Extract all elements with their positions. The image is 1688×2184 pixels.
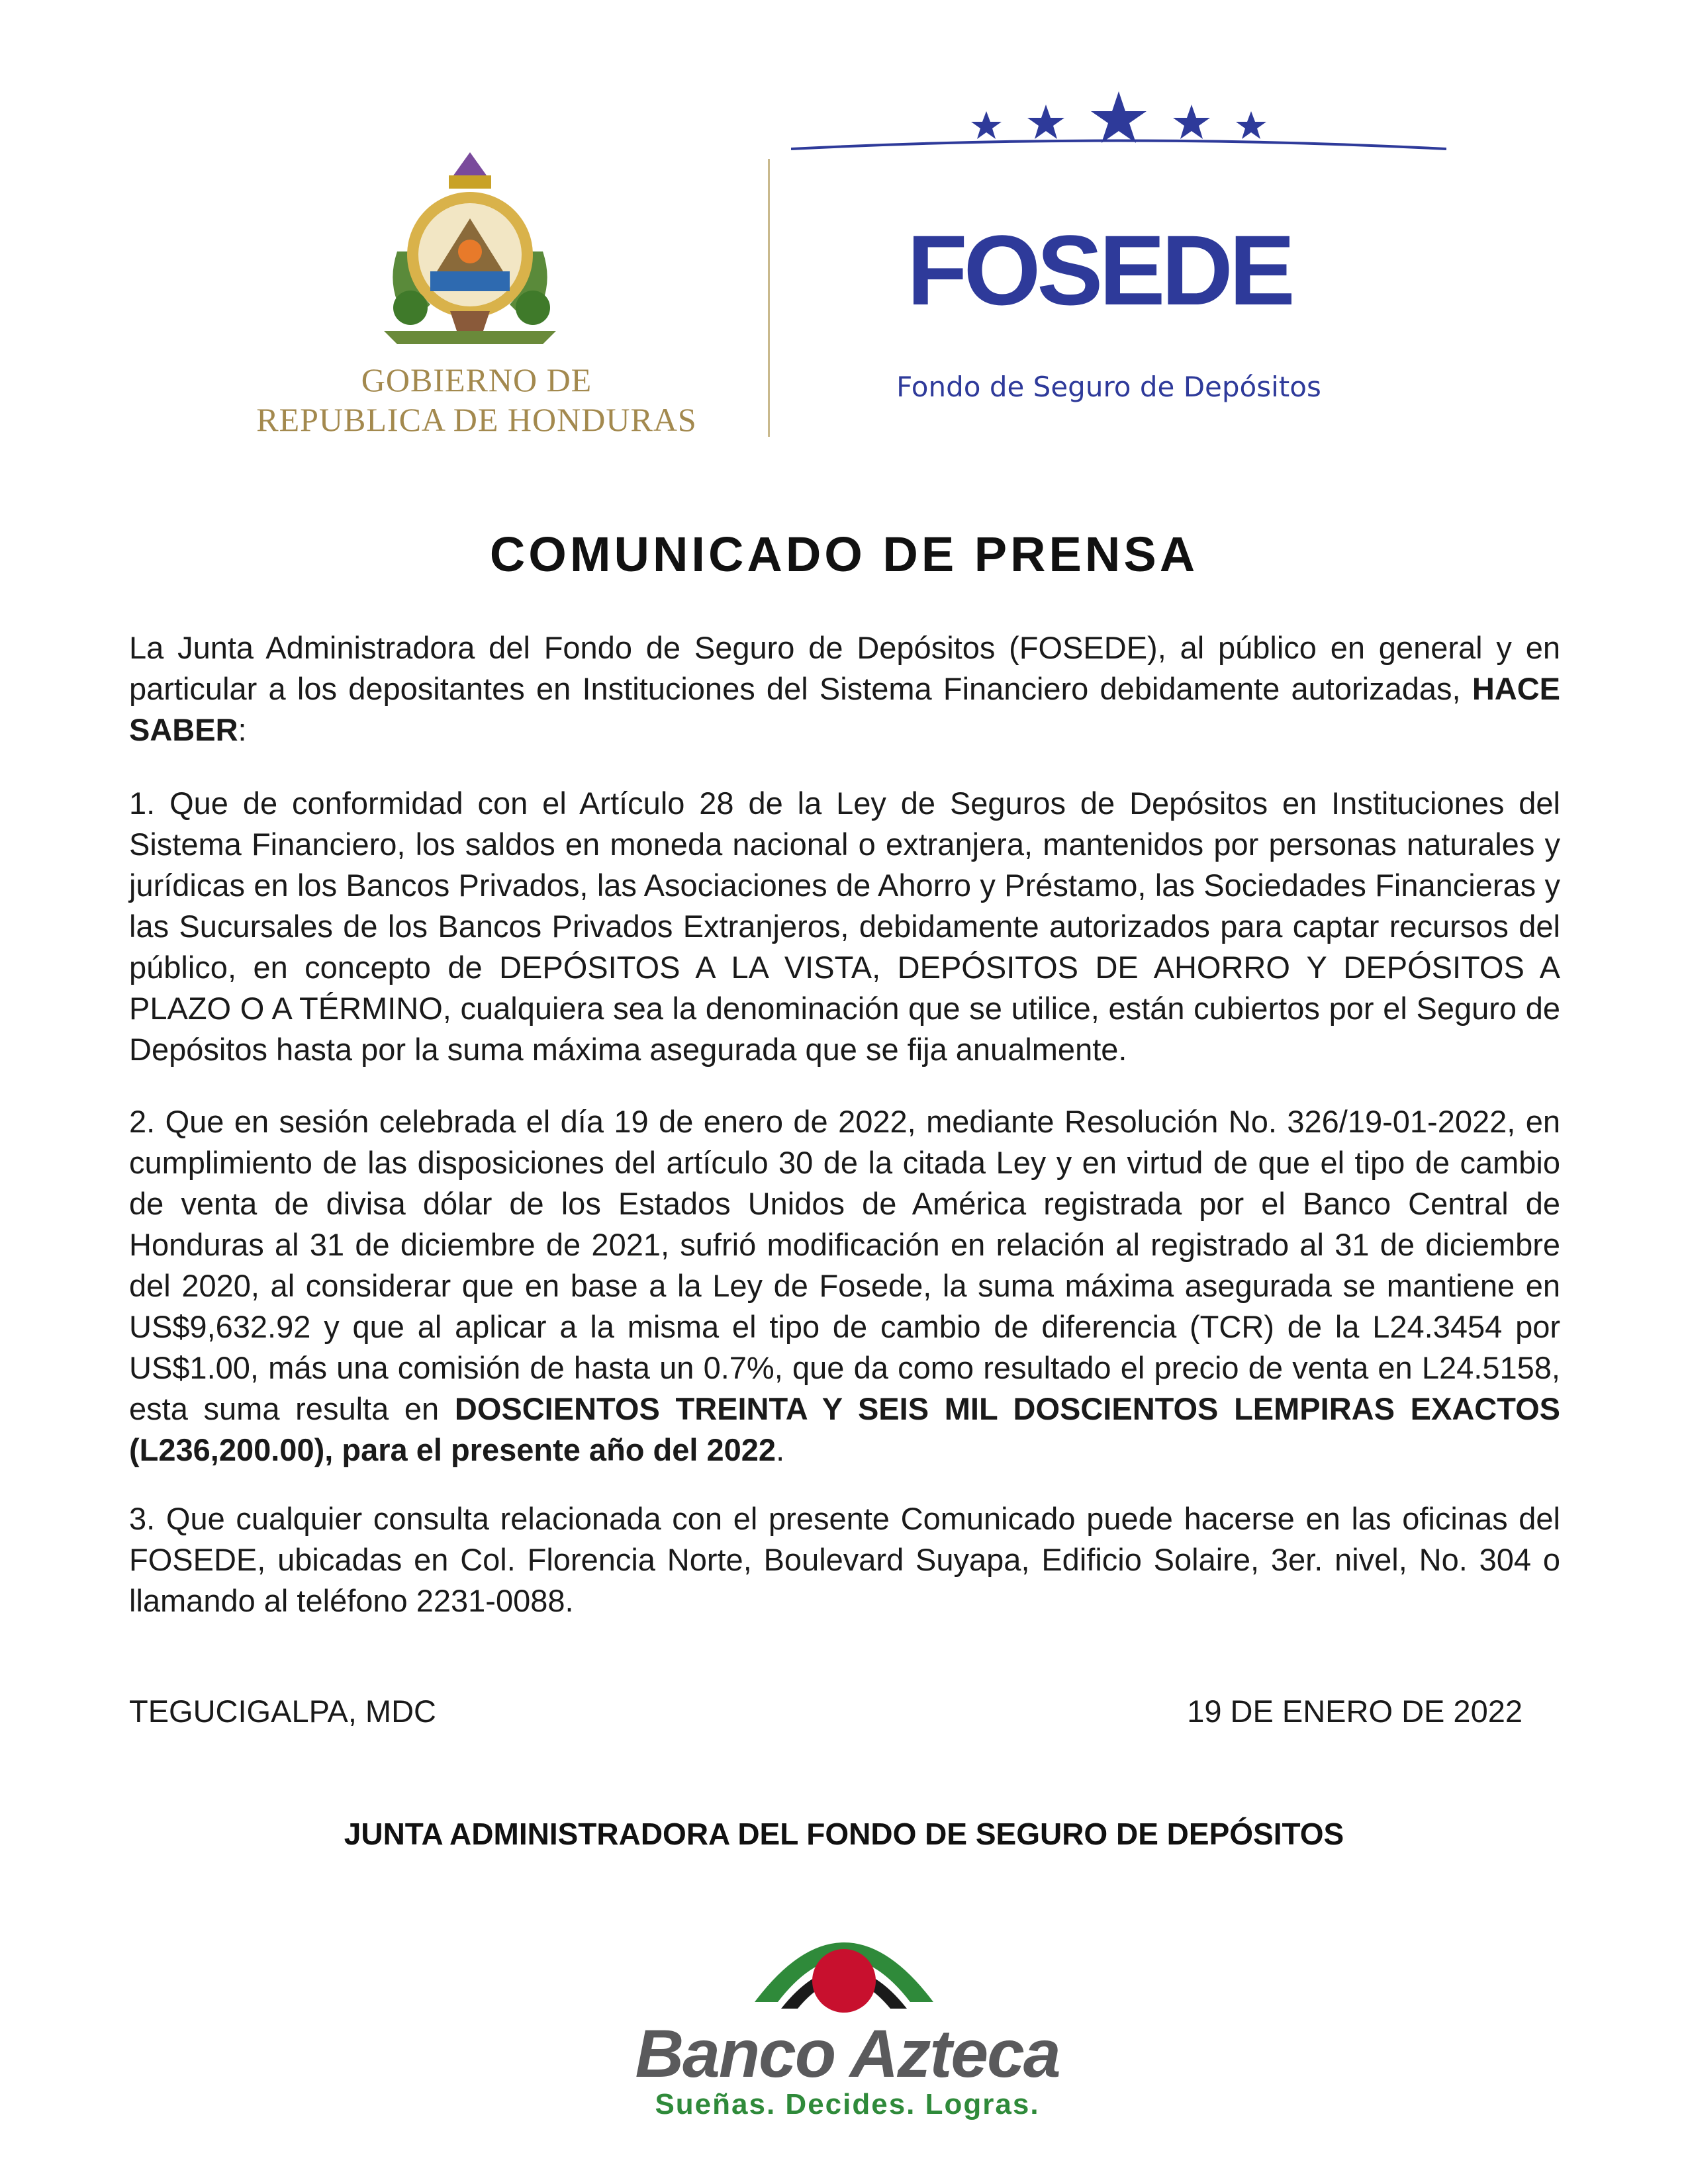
intro-paragraph	[129, 627, 1560, 751]
point-3-paragraph: 3. Que cualquier consulta relacionada con el presente Comunicado puede hacerse en las oficinas del FOSEDE, ubicadas en Col. Florencia Norte, Boulevard Suyapa, Edificio Solaire, 3er. nivel, No. 304 o llamando al teléfono 2231-0088.	[129, 1501, 1560, 1618]
point-2-paragraph	[129, 1101, 1560, 1471]
bank-tagline: Sueñas. Decides. Logras.	[655, 2088, 1040, 2120]
government-title-line2: REPUBLICA DE HONDURAS	[256, 401, 697, 438]
intro-bold: HACE SABER	[129, 671, 1560, 747]
point-2-text: 2. Que en sesión celebrada el día 19 de enero de 2022, mediante Resolución No. 326/19-01-2022, en cumplimiento de las disposiciones del artículo 30 de la citada Ley y en virtud de que el tipo de cambio de venta de divisa dólar de los Estados Unidos de América registrada por el Banco Central de Honduras al 31 de diciembre de 2021, sufrió modificación en relación al registrado al 31 de diciembre del 2020, al considerar que en base a la Ley de Fosede, la suma máxima asegurada se mantiene en US$9,632.92 y que al aplicar a la misma el tipo de cambio de diferencia (TCR) de la L24.3454 por US$1.00, más una comisión de hasta un 0.7%, que da como resultado el precio de venta en L24.5158, esta suma resulta en	[129, 1104, 1560, 1426]
date-text: 19 DE ENERO DE 2022	[1187, 1694, 1523, 1729]
place-text: TEGUCIGALPA, MDC	[129, 1694, 436, 1729]
government-title-line1: GOBIERNO DE	[361, 361, 592, 398]
intro-text: La Junta Administradora del Fondo de Seguro de Depósitos (FOSEDE), al público en general y en particular a los depositantes en Instituciones del Sistema Financiero debidamente autorizadas,	[129, 630, 1560, 706]
page-title: COMUNICADO DE PRENSA	[489, 527, 1199, 582]
point-1-paragraph: 1. Que de conformidad con el Artículo 28 de la Ley de Seguros de Depósitos en Instituciones del Sistema Financiero, los saldos en moneda nacional o extranjera, mantenidos por personas naturales y jurídicas en los Bancos Privados, las Asociaciones de Ahorro y Préstamo, las Sociedades Financieras y las Sucursales de los Bancos Privados Extranjeros, debidamente autorizados para captar recursos del público, en concepto de DEPÓSITOS A LA VISTA, DEPÓSITOS DE AHORRO Y DEPÓSITOS A PLAZO O A TÉRMINO, cualquiera sea la denominación que se utilice, están cubiertos por el Seguro de Depósitos hasta por la suma máxima asegurada que se fija anualmente.	[129, 786, 1560, 1067]
point-2-bold: DOSCIENTOS TREINTA Y SEIS MIL DOSCIENTOS LEMPIRAS EXACTOS (L236,200.00), para el presente año del 2022	[129, 1391, 1560, 1467]
fosede-subtitle: Fondo de Seguro de Depósitos	[896, 371, 1321, 403]
signature-line: JUNTA ADMINISTRADORA DEL FONDO DE SEGURO DE DEPÓSITOS	[344, 1817, 1344, 1851]
svg-text:FOSEDE: FOSEDE	[907, 214, 1291, 326]
header-divider	[768, 159, 770, 437]
coat-of-arms-emblem	[371, 139, 569, 351]
stars-decoration	[791, 86, 1446, 165]
bank-name: Banco Azteca	[635, 2016, 1060, 2091]
point-2-end: .	[776, 1432, 785, 1467]
fosede-logo	[907, 185, 1344, 364]
intro-end: :	[238, 712, 247, 747]
